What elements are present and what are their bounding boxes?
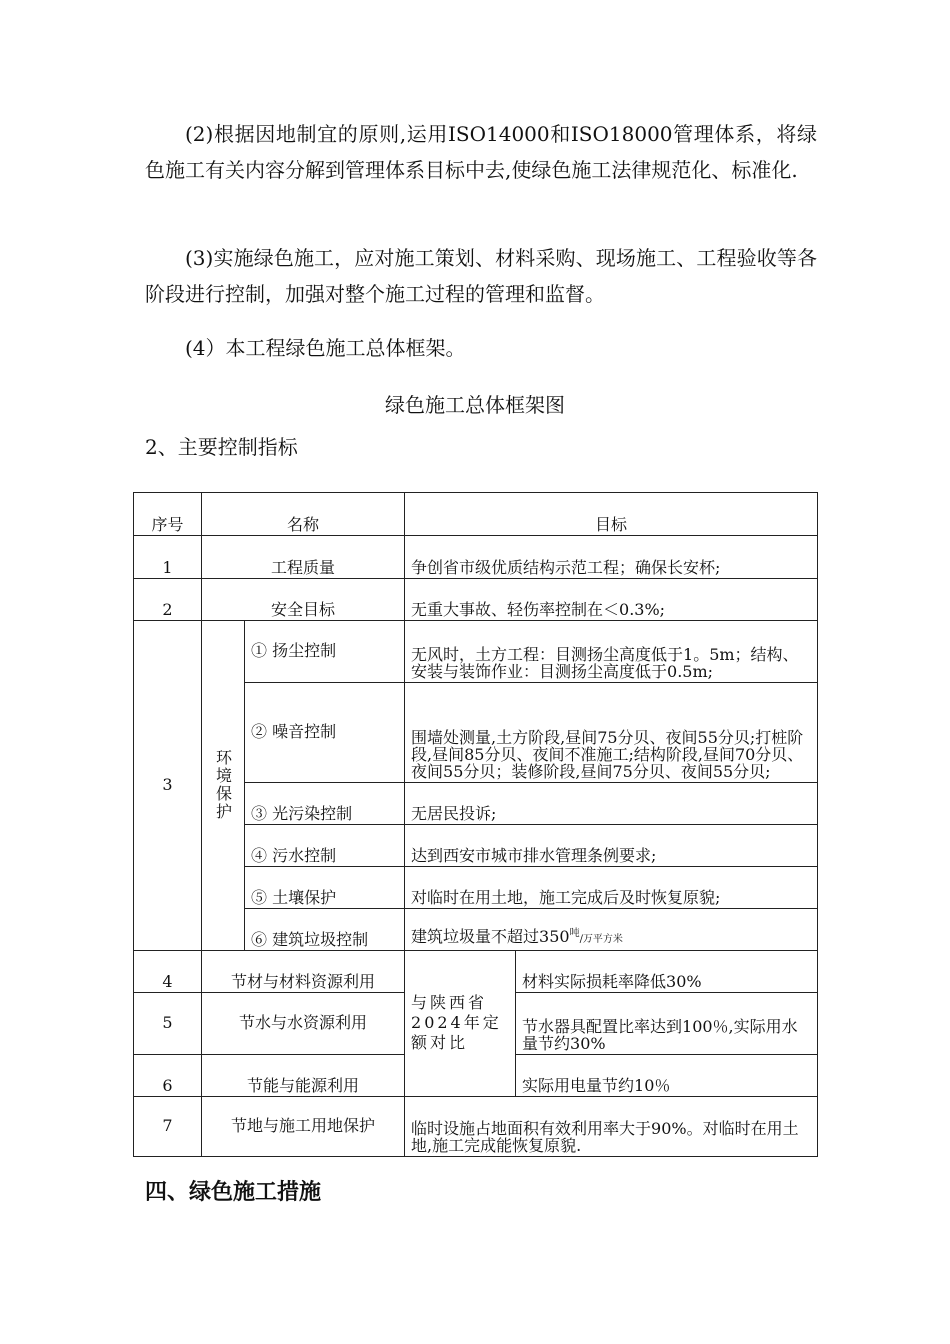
row-target: 材料实际损耗率降低30% [516,951,818,993]
item-target: 无居民投诉; [405,783,818,825]
table-row [134,536,818,579]
item-name: ⑥ 建筑垃圾控制 [245,909,405,951]
row-target: 无重大事故、轻伤率控制在＜0.3%; [405,579,818,621]
row-no: 5 [134,993,202,1055]
waste-unit: /万平方米 [579,934,623,945]
group-label: 环境保护 [213,748,233,821]
table-row [134,621,818,683]
row-target: 实际用电量节约10％ [516,1055,818,1097]
row-target: 节水器具配置比率达到100％,实际用水量节约30% [516,993,818,1055]
item-name: ② 噪音控制 [245,683,405,783]
item-target [405,909,818,951]
table-row [134,951,818,993]
figure-caption: 绿色施工总体框架图 [385,393,565,417]
header-target: 目标 [405,493,818,536]
waste-unit-sup: 吨 [569,928,580,939]
item-target: 围墙处测量,土方阶段,昼间75分贝、夜间55分贝;打桩阶段,昼间85分贝、夜间不准施工;结构阶段,昼间70分贝、夜间55分贝；装修阶段,昼间75分贝、夜间55分贝; [405,683,818,783]
row-no: 3 [134,621,202,951]
table-header-row [134,493,818,536]
row-name: 节材与材料资源利用 [202,951,405,993]
row-no: 2 [134,579,202,621]
paragraph-management-system: (2)根据因地制宜的原则,运用ISO14000和ISO18000管理体系，将绿色施工有关内容分解到管理体系目标中去,使绿色施工法律规范化、标准化. [145,122,817,182]
row-no: 1 [134,536,202,579]
row-name: 安全目标 [202,579,405,621]
section-heading: 四、绿色施工措施 [145,1180,322,1205]
row-no: 6 [134,1055,202,1097]
table-row [134,1097,818,1157]
row-name: 工程质量 [202,536,405,579]
item-target: 无风时，土方工程：目测扬尘高度低于1。5m；结构、安装与装饰作业：目测扬尘高度低于0.5m; [405,621,818,683]
control-indicators-table [133,492,818,1157]
row-target: 临时设施占地面积有效利用率大于90%。对临时在用土地,施工完成能恢复原貌. [405,1097,818,1157]
item-target: 对临时在用土地，施工完成后及时恢复原貌; [405,867,818,909]
paragraph-stage-control: (3)实施绿色施工，应对施工策划、材料采购、现场施工、工程验收等各阶段进行控制，加强对整个施工过程的管理和监督。 [145,246,817,306]
row-target: 争创省市级优质结构示范工程；确保长安杯; [405,536,818,579]
subheading-control-indicators: 2、主要控制指标 [145,435,298,459]
item-target: 达到西安市城市排水管理条例要求; [405,825,818,867]
waste-limit-text: 建筑垃圾量不超过350 [411,927,570,946]
row-name: 节水与水资源利用 [202,993,405,1055]
row-no: 7 [134,1097,202,1157]
row-name: 节能与能源利用 [202,1055,405,1097]
row-name: 节地与施工用地保护 [202,1097,405,1157]
item-name: ③ 光污染控制 [245,783,405,825]
item-name: ① 扬尘控制 [245,621,405,683]
item-name: ⑤ 土壤保护 [245,867,405,909]
shared-basis-cell: 与陕西省2024年定额对比 [405,951,516,1097]
header-name: 名称 [202,493,405,536]
header-no: 序号 [134,493,202,536]
paragraph-framework: (4）本工程绿色施工总体框架。 [185,336,466,360]
group-environment-protection [202,621,245,951]
item-name: ④ 污水控制 [245,825,405,867]
row-no: 4 [134,951,202,993]
table-row [134,579,818,621]
